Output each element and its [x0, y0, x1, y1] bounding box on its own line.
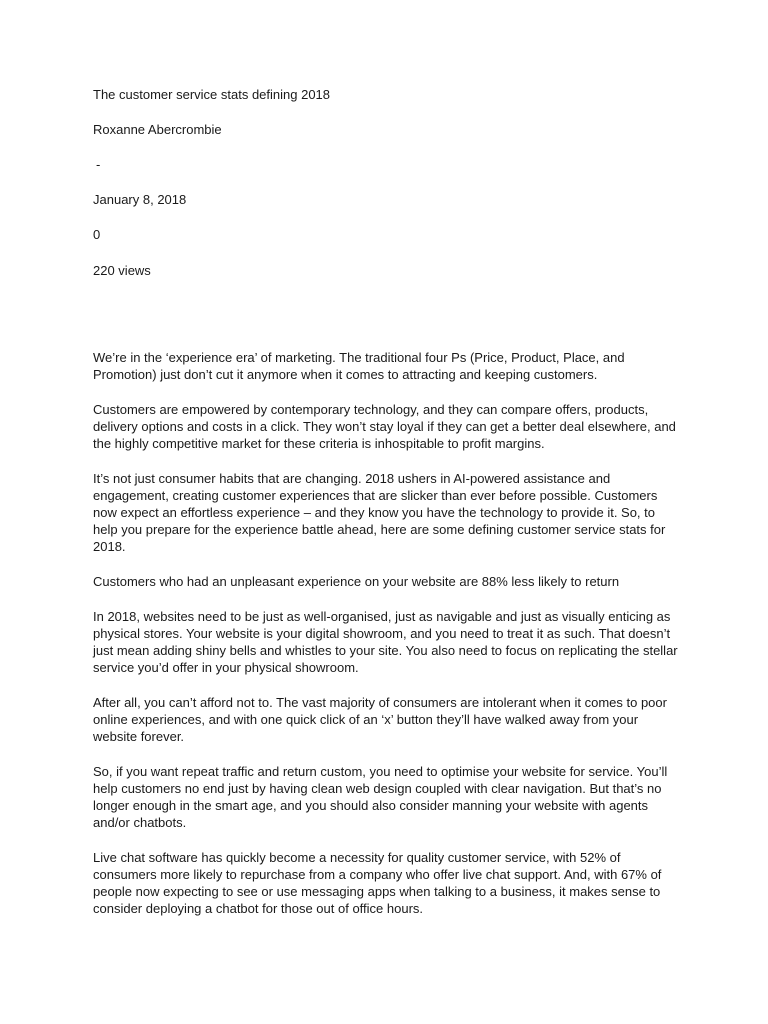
paragraph: Customers are empowered by contemporary technology, and they can compare offers, products, delivery options and costs in a click. They won’t stay loyal if they can get a better deal elsewhere, and the highly competitive market for these criteria is inhospitable to profit margins. — [93, 402, 676, 451]
article-date: January 8, 2018 — [93, 192, 187, 207]
article-author: Roxanne Abercrombie — [93, 122, 222, 137]
paragraph: We’re in the ‘experience era’ of marketing. The traditional four Ps (Price, Product, Place, and Promotion) just don’t cut it anymore when it comes to attracting and keeping customers. — [93, 350, 625, 382]
paragraph: So, if you want repeat traffic and return custom, you need to optimise your website for service. You’ll help customers no end just by having clean web design coupled with clear navigation. But that’s no longer enough in the smart age, and you should also consider manning your website with agents and/or chatbots. — [93, 764, 668, 830]
paragraph: After all, you can’t afford not to. The vast majority of consumers are intolerant when it comes to poor online experiences, and with one quick click of an ‘x’ button they’ll have walked away from your website forever. — [93, 695, 667, 744]
section-heading: Customers who had an unpleasant experience on your website are 88% less likely to return — [93, 574, 620, 589]
article-body — [93, 349, 683, 935]
paragraph: Live chat software has quickly become a necessity for quality customer service, with 52% of consumers more likely to repurchase from a company who offer live chat support. And, with 67% of people now expecting to see or use messaging apps when talking to a business, it makes sense to consider deploying a chatbot for those out of office hours. — [93, 850, 662, 916]
paragraph: In 2018, websites need to be just as well-organised, just as navigable and just as visually enticing as physical stores. Your website is your digital showroom, and you need to treat it as such. That doesn’t just mean adding shiny bells and whistles to your site. You also need to focus on replicating the stellar service you’d offer in your physical showroom. — [93, 609, 678, 675]
meta-separator: - — [96, 157, 101, 172]
comment-count: 0 — [93, 227, 101, 242]
view-count: 220 views — [93, 263, 151, 278]
article-title: The customer service stats defining 2018 — [93, 87, 331, 102]
paragraph: It’s not just consumer habits that are changing. 2018 ushers in AI-powered assistance and engagement, creating customer experiences that are slicker than ever before possible. Customers now expect an effortless experience – and they know you have the technology to provide it. So, to help you prepare for the experience battle ahead, here are some defining customer service stats for 2018. — [93, 471, 666, 554]
